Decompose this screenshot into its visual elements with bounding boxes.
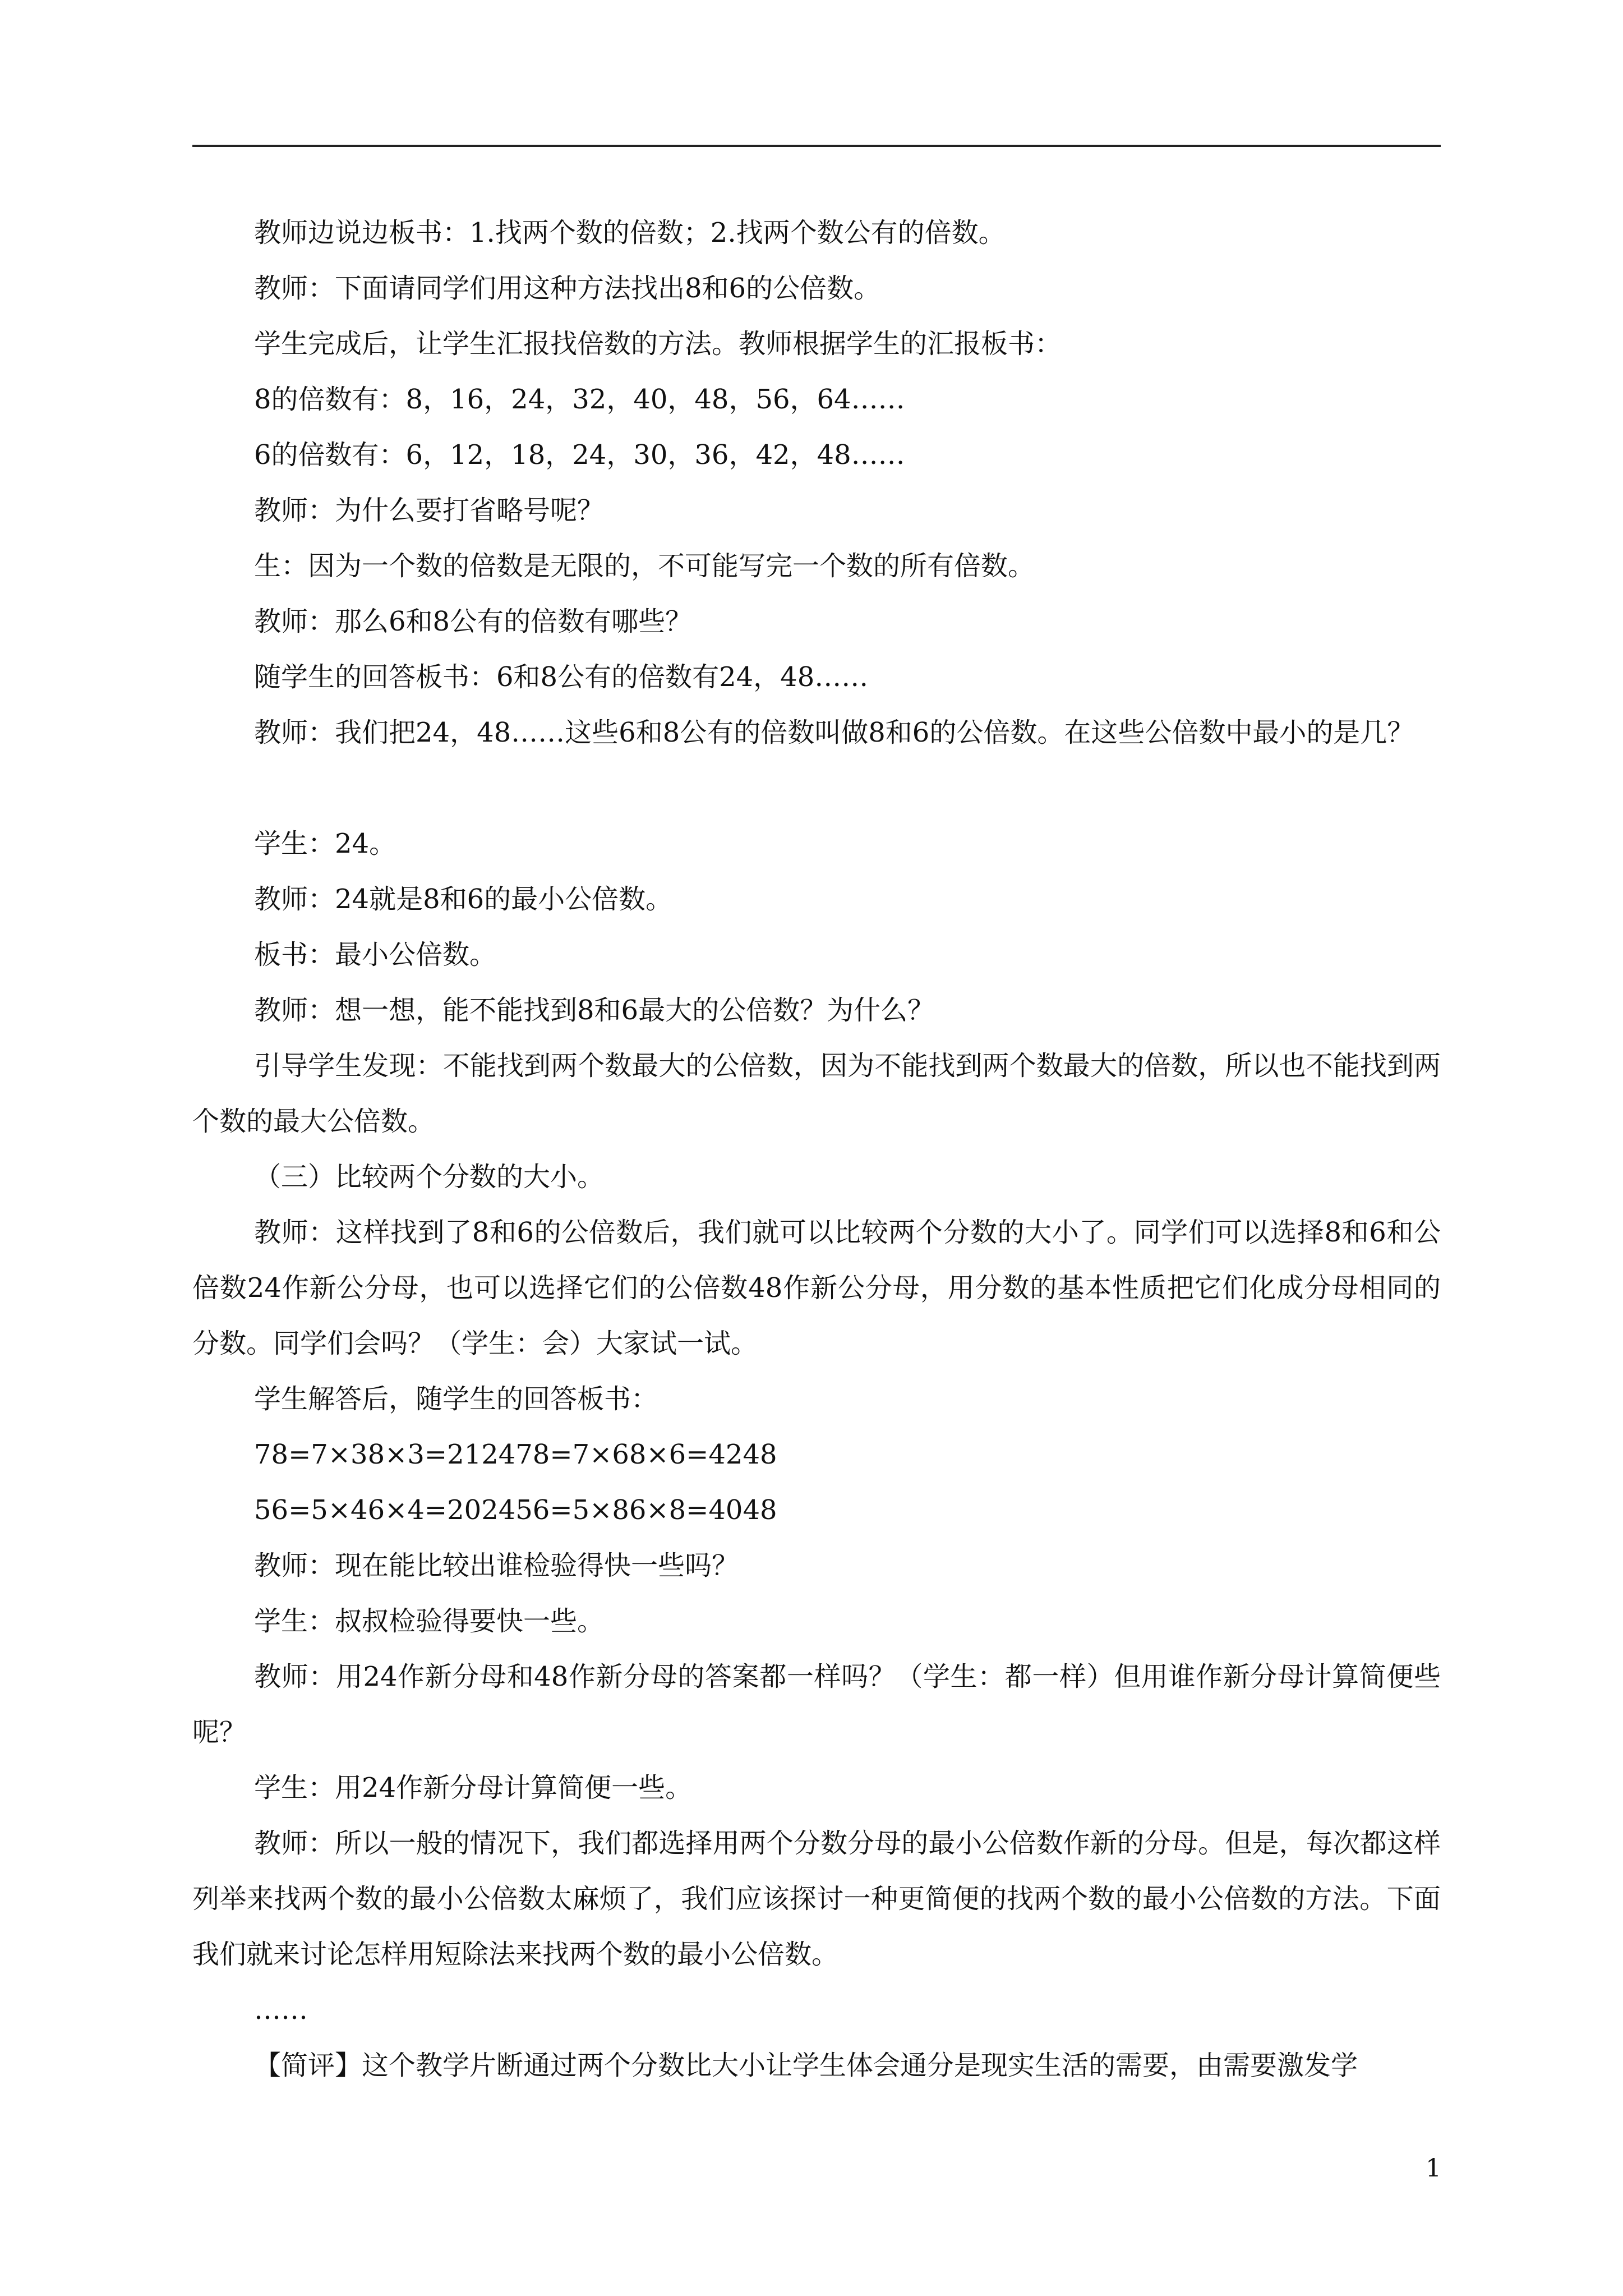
section-heading: （三）比较两个分数的大小。 [254, 1161, 605, 1193]
paragraph: 教师：为什么要打省略号呢？ [254, 495, 605, 526]
paragraph: 随学生的回答板书：6和8公有的倍数有24，48…… [254, 661, 869, 693]
paragraph: 8的倍数有：8，16，24，32，40，48，56，64…… [254, 384, 905, 415]
paragraph: 教师：24就是8和6的最小公倍数。 [254, 884, 673, 915]
paragraph: 教师：这样找到了8和6的公倍数后，我们就可以比较两个分数的大小了。同学们可以选择8和6和公倍数24作新公分母，也可以选择它们的公倍数48作新公分母，用分数的基本性质把它们化成分母相同的分数。同学们会吗？（学生：会）大家试一试。 [192, 1217, 1441, 1359]
paragraph: 6的倍数有：6，12，18，24，30，36，42，48…… [254, 439, 905, 471]
paragraph: 板书：最小公倍数。 [254, 939, 497, 970]
commentary: 【简评】这个教学片断通过两个分数比大小让学生体会通分是现实生活的需要，由需要激发学 [254, 2050, 1358, 2081]
paragraph: 学生：用24作新分母计算简便一些。 [254, 1772, 693, 1803]
paragraph: 学生解答后，随学生的回答板书： [254, 1383, 658, 1415]
paragraph: 学生完成后，让学生汇报找倍数的方法。教师根据学生的汇报板书： [254, 328, 1062, 360]
paragraph: 教师：所以一般的情况下，我们都选择用两个分数分母的最小公倍数作新的分母。但是，每次都这样列举来找两个数的最小公倍数太麻烦了，我们应该探讨一种更简便的找两个数的最小公倍数的方法。下面我们就来讨论怎样用短除法来找两个数的最小公倍数。 [192, 1828, 1441, 1970]
formula-line: 56=5×46×4=202456=5×86×8=4048 [254, 1494, 777, 1526]
paragraph: 教师：想一想，能不能找到8和6最大的公倍数？为什么？ [254, 995, 935, 1026]
ellipsis: …… [254, 1994, 308, 2026]
paragraph: 教师：我们把24，48……这些6和8公有的倍数叫做8和6的公倍数。在这些公倍数中最小的是几？ [254, 717, 1414, 748]
paragraph: 引导学生发现：不能找到两个数最大的公倍数，因为不能找到两个数最大的倍数，所以也不能找到两个数的最大公倍数。 [192, 1050, 1441, 1137]
paragraph: 教师：那么6和8公有的倍数有哪些？ [254, 606, 693, 637]
formula-line: 78=7×38×3=212478=7×68×6=4248 [254, 1439, 777, 1470]
paragraph: 学生：叔叔检验得要快一些。 [254, 1605, 605, 1637]
paragraph: 教师：用24作新分母和48作新分母的答案都一样吗？（学生：都一样）但用谁作新分母计算简便些呢？ [192, 1661, 1441, 1748]
paragraph: 教师边说边板书：1.找两个数的倍数；2.找两个数公有的倍数。 [254, 217, 1006, 249]
paragraph: 教师：现在能比较出谁检验得快一些吗？ [254, 1550, 739, 1581]
page-number: 1 [1426, 2154, 1441, 2183]
paragraph: 学生：24。 [254, 828, 396, 859]
paragraph: 教师：下面请同学们用这种方法找出8和6的公倍数。 [254, 273, 881, 304]
paragraph: 生：因为一个数的倍数是无限的，不可能写完一个数的所有倍数。 [254, 550, 1035, 582]
